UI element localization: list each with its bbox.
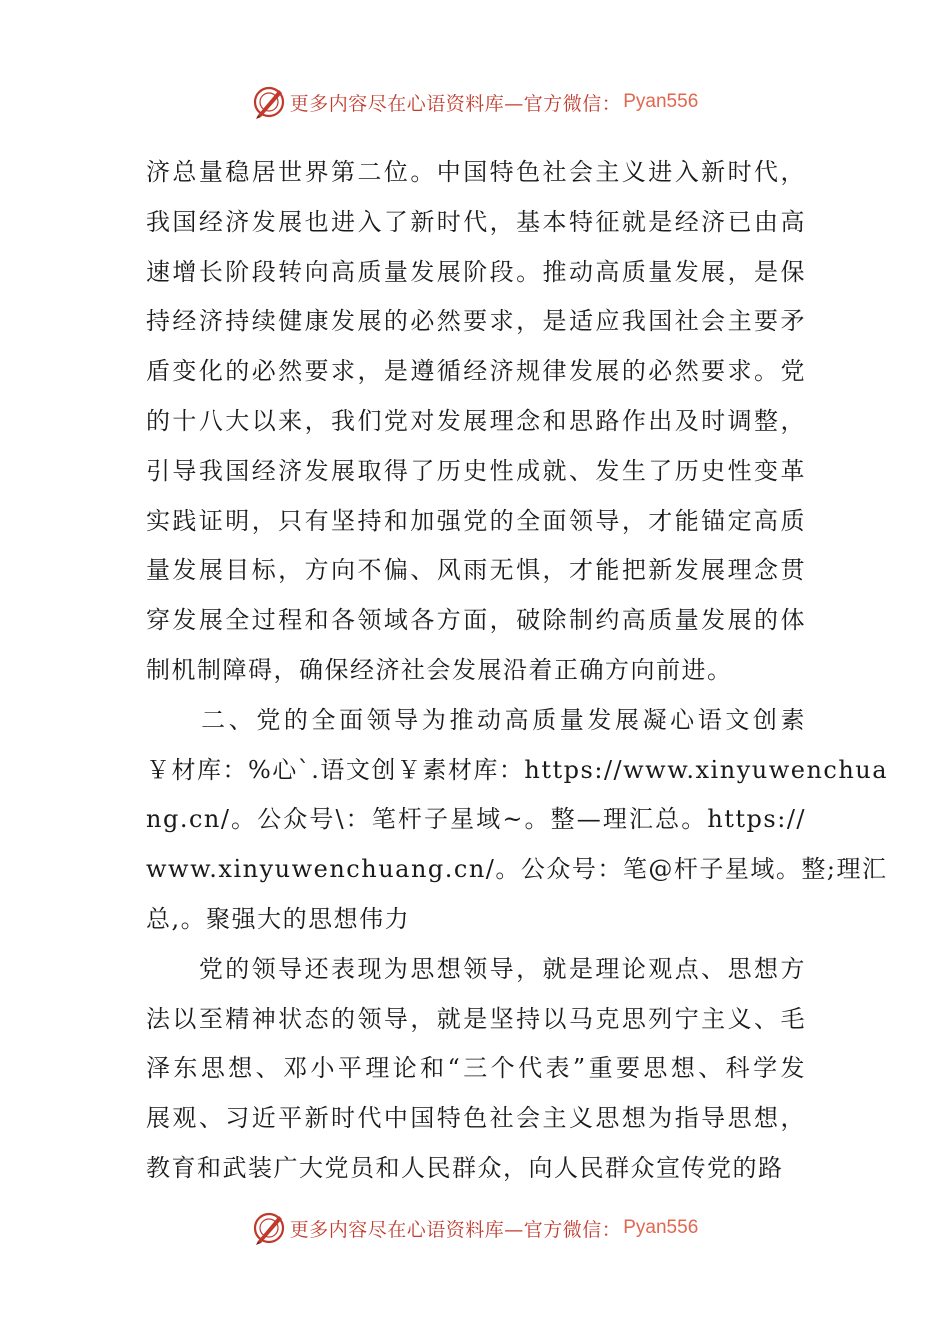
text-line: 济总量稳居世界第二位。中国特色社会主义进入新时代， bbox=[146, 158, 806, 186]
footer-watermark-banner bbox=[0, 1208, 950, 1248]
text-line: 制机制障碍，确保经济社会发展沿着正确方向前进。 bbox=[146, 655, 733, 684]
text-line: ng.cn/。公众号\：笔杆子星域~。整—理汇总。https:// bbox=[146, 805, 806, 834]
text-line: 法以至精神状态的领导，就是坚持以马克思列宁主义、毛 bbox=[146, 1004, 806, 1033]
text-line: 党的领导还表现为思想领导，就是理论观点、思想方 bbox=[146, 954, 806, 983]
text-line: 我国经济发展也进入了新时代，基本特征就是经济已由高 bbox=[146, 207, 806, 236]
text-line: 穿发展全过程和各领域各方面，破除制约高质量发展的体 bbox=[146, 606, 806, 635]
text-line: 实践证明，只有坚持和加强党的全面领导，才能锚定高质 bbox=[146, 506, 806, 535]
document-body bbox=[146, 148, 889, 1194]
text-line: www.xinyuwenchuang.cn/。公众号：笔@杆子星域。整;理汇 bbox=[146, 855, 888, 884]
text-line: 的十八大以来，我们党对发展理念和思路作出及时调整， bbox=[146, 406, 806, 435]
pen-logo-icon bbox=[252, 1211, 286, 1245]
pen-logo-icon bbox=[252, 85, 286, 119]
text-line: 引导我国经济发展取得了历史性成就、发生了历史性变革 bbox=[146, 456, 806, 485]
header-watermark-banner bbox=[0, 82, 950, 122]
text-line: 量发展目标，方向不偏、风雨无惧，才能把新发展理念贯 bbox=[146, 556, 806, 585]
text-line: 总,。聚强大的思想伟力 bbox=[146, 904, 411, 933]
wechat-id: Pyan556 bbox=[623, 91, 699, 112]
text-line: 二、党的全面领导为推动高质量发展凝心语文创素 bbox=[146, 705, 806, 734]
text-line: 盾变化的必然要求，是遵循经济规律发展的必然要求。党 bbox=[146, 357, 806, 386]
promo-text: 更多内容尽在心语资料库—官方微信： bbox=[289, 1218, 622, 1241]
text-line: 教育和武装广大党员和人民群众，向人民群众宣传党的路 bbox=[146, 1153, 784, 1182]
text-line: 持经济持续健康发展的必然要求，是适应我国社会主要矛 bbox=[146, 307, 806, 336]
promo-text: 更多内容尽在心语资料库—官方微信： bbox=[289, 92, 622, 115]
text-line: 泽东思想、邓小平理论和“三个代表”重要思想、科学发 bbox=[146, 1054, 806, 1083]
text-line: 速增长阶段转向高质量发展阶段。推动高质量发展，是保 bbox=[146, 257, 806, 286]
text-line: 展观、习近平新时代中国特色社会主义思想为指导思想， bbox=[146, 1104, 806, 1133]
text-line: ￥材库：%心`.语文创￥素材库：https://www.xinyuwenchua bbox=[146, 755, 889, 784]
wechat-id: Pyan556 bbox=[623, 1217, 699, 1238]
